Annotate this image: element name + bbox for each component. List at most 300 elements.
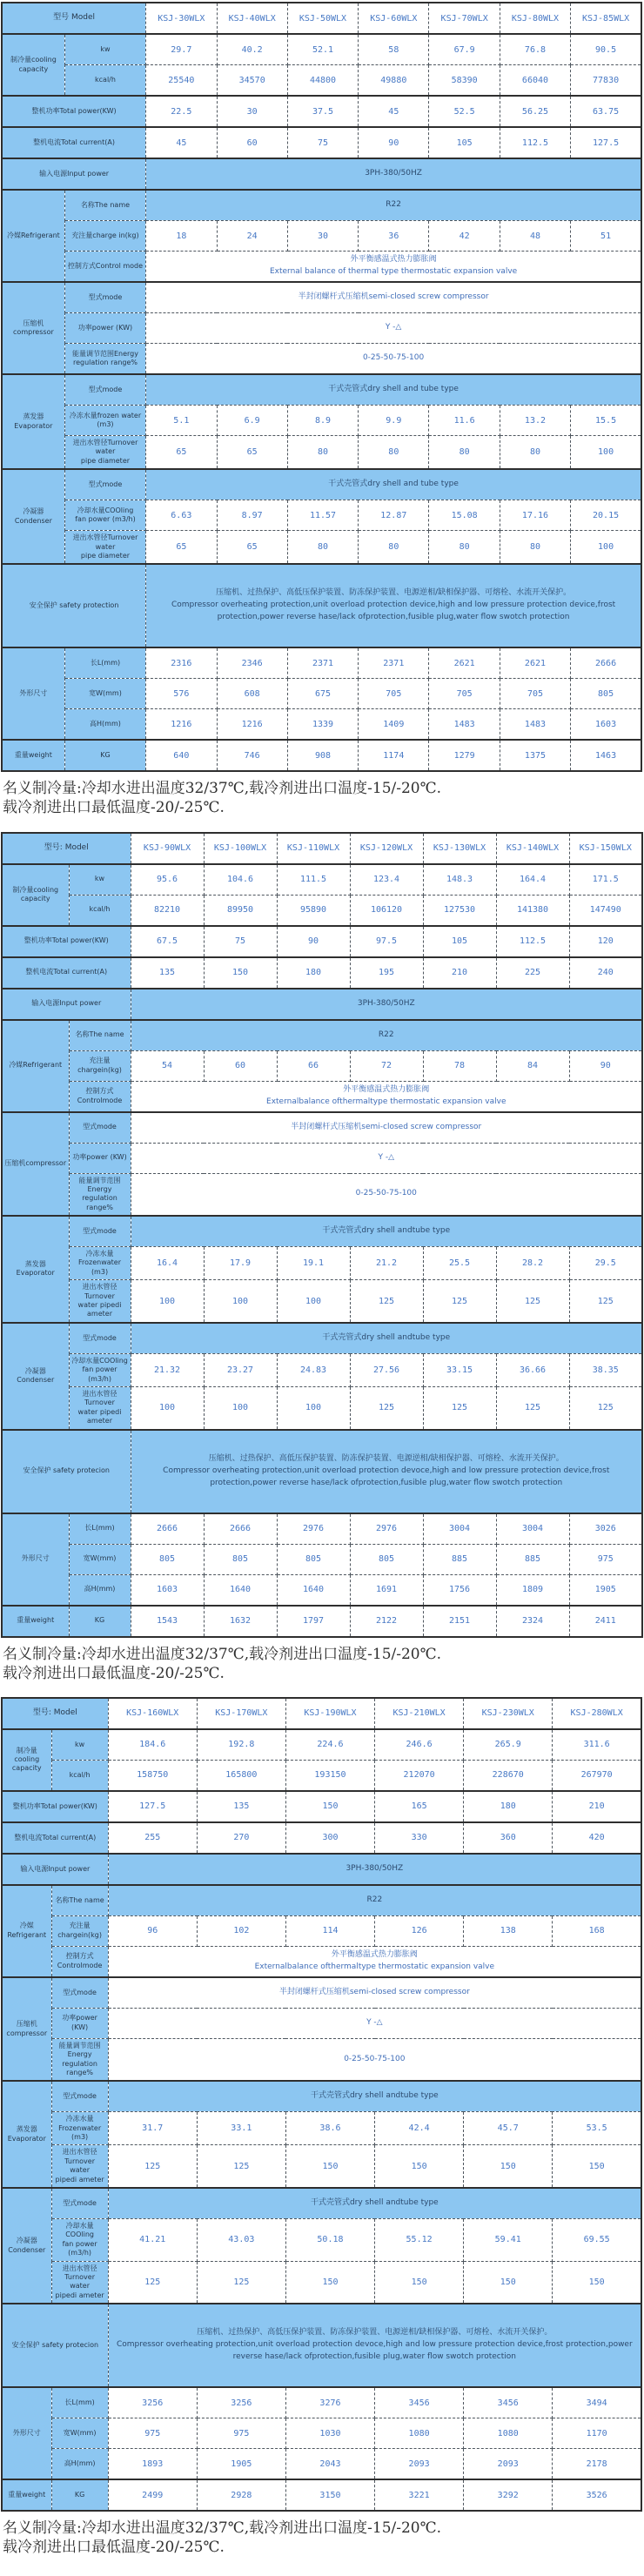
- value-cell: 3256: [197, 2387, 285, 2418]
- value-cell: 1632: [204, 1606, 277, 1637]
- merged-value-cell: 3PH-380/50HZ: [146, 158, 641, 190]
- merged-value-cell: 3PH-380/50HZ: [108, 1854, 641, 1885]
- value-cell: 65: [146, 531, 217, 565]
- value-cell: 95890: [277, 895, 350, 926]
- value-cell: 1030: [285, 2418, 374, 2449]
- value-cell: 1375: [500, 740, 570, 771]
- row-group-label-cell: 冷凝器 Condenser: [2, 1323, 69, 1430]
- row-label-cell: 冷冻水量frozen water (m3): [64, 406, 145, 436]
- value-cell: 885: [423, 1544, 496, 1574]
- value-cell: 148.3: [423, 864, 496, 896]
- row-label-cell: 型式mode: [51, 2188, 108, 2219]
- value-cell: 975: [569, 1544, 642, 1574]
- value-cell: 24: [217, 221, 287, 252]
- value-cell: 135: [131, 957, 204, 989]
- value-cell: 6.63: [146, 500, 217, 531]
- value-cell: 104.6: [204, 864, 277, 896]
- value-cell: 120: [569, 926, 642, 957]
- model-label-cell: 型号: Model: [2, 833, 131, 864]
- value-cell: 224.6: [285, 1729, 374, 1761]
- value-cell: 18: [146, 221, 217, 252]
- value-cell: 212070: [375, 1760, 464, 1791]
- value-cell: 265.9: [464, 1729, 553, 1761]
- row-label-cell: 进出水管径 Turnover water pipedi ameter: [51, 2145, 108, 2188]
- value-cell: 127.5: [571, 127, 641, 158]
- row-label-cell: 宽W(mm): [51, 2418, 108, 2449]
- row-label-cell: 安全保护 safety protecion: [2, 1430, 131, 1513]
- row-label-cell: 输入电源Input power: [2, 158, 146, 190]
- merged-value-cell: 干式壳管式dry shell andtube type: [108, 2188, 641, 2219]
- value-cell: 100: [571, 531, 641, 565]
- value-cell: 805: [131, 1544, 204, 1574]
- value-cell: 158750: [108, 1760, 197, 1791]
- merged-value-cell: 压缩机、过热保护、高低压保护装置、防冻保护装置、电源逆相/缺相保护器、可熔栓、水流开关保护。 Compressor overheating protection,unit overload protection devoce,high and low pressure protection device,frost protection,power reverse hase/lack ofprotection,fusible plug,water flow swotch protection: [131, 1430, 642, 1513]
- value-cell: 225: [496, 957, 569, 989]
- row-label-cell: KG: [69, 1606, 131, 1637]
- row-label-cell: 型式mode: [64, 282, 145, 313]
- value-cell: 105: [423, 926, 496, 957]
- value-cell: 67.5: [131, 926, 204, 957]
- value-cell: 123.4: [350, 864, 423, 896]
- row-group-label-cell: 冷凝器 Condenser: [2, 469, 64, 564]
- value-cell: 23.27: [204, 1353, 277, 1386]
- value-cell: 1409: [359, 709, 429, 741]
- value-cell: 805: [350, 1544, 423, 1574]
- merged-value-cell: 半封闭螺杆式压缩机semi-closed screw compressor: [146, 282, 641, 313]
- value-cell: 80: [359, 436, 429, 470]
- value-cell: 36.66: [496, 1353, 569, 1386]
- row-label-cell: 能量调节范围 Energy regulation range%: [69, 1173, 131, 1216]
- row-group-label-cell: 压缩机 compressor: [2, 1977, 51, 2082]
- value-cell: 53.5: [553, 2112, 641, 2145]
- table-section-1: [1, 2, 643, 772]
- value-cell: 2621: [500, 647, 570, 679]
- value-cell: 908: [287, 740, 358, 771]
- row-label-cell: 整机电流Total current(A): [2, 957, 131, 989]
- value-cell: 1756: [423, 1574, 496, 1606]
- row-group-label-cell: 蒸发器 Evaporator: [2, 2081, 51, 2188]
- row-label-cell: 冷冻水量 Frozenwater (m3): [51, 2112, 108, 2145]
- model-name-cell: KSJ-170WLX: [197, 1698, 285, 1729]
- value-cell: 33.15: [423, 1353, 496, 1386]
- value-cell: 11.6: [429, 406, 500, 436]
- value-cell: 1640: [277, 1574, 350, 1606]
- row-label-cell: 型式mode: [69, 1323, 131, 1354]
- row-label-cell: 型式mode: [64, 374, 145, 406]
- footnote-line: 名义制冷量:冷却水进出温度32/37℃,载冷剂进出口温度-15/-20℃.: [3, 2519, 442, 2538]
- merged-value-cell: 干式壳管式dry shell and tube type: [146, 374, 641, 406]
- value-cell: 150: [375, 2145, 464, 2188]
- value-cell: 52.5: [429, 96, 500, 127]
- value-cell: 36: [359, 221, 429, 252]
- value-cell: 30: [217, 96, 287, 127]
- value-cell: 746: [217, 740, 287, 771]
- value-cell: 112.5: [496, 926, 569, 957]
- value-cell: 125: [108, 2261, 197, 2304]
- value-cell: 25540: [146, 65, 217, 97]
- model-name-cell: KSJ-80WLX: [500, 3, 570, 34]
- footnote-2: [3, 1645, 641, 1683]
- row-label-cell: 安全保护 safety protection: [2, 564, 146, 647]
- value-cell: 52.1: [287, 34, 358, 65]
- merged-value-cell: 3PH-380/50HZ: [131, 989, 642, 1020]
- value-cell: 100: [277, 1280, 350, 1323]
- value-cell: 80: [287, 436, 358, 470]
- row-label-cell: 名称The name: [69, 1020, 131, 1051]
- row-label-cell: 充注量chargein(kg): [69, 1050, 131, 1081]
- value-cell: 2976: [350, 1513, 423, 1545]
- value-cell: 360: [464, 1822, 553, 1854]
- row-label-cell: 型式mode: [51, 1977, 108, 2009]
- row-label-cell: 功率power (KW): [69, 1143, 131, 1173]
- value-cell: 6.9: [217, 406, 287, 436]
- row-label-cell: kw: [51, 1729, 108, 1761]
- row-label-cell: 输入电源Input power: [2, 1854, 108, 1885]
- merged-value-cell: 半封闭螺杆式压缩机semi-closed screw compressor: [108, 1977, 641, 2009]
- row-label-cell: 名称The name: [64, 190, 145, 221]
- value-cell: 300: [285, 1822, 374, 1854]
- value-cell: 19.1: [277, 1247, 350, 1280]
- model-name-cell: KSJ-190WLX: [285, 1698, 374, 1729]
- value-cell: 1905: [569, 1574, 642, 1606]
- row-label-cell: 长L(mm): [69, 1513, 131, 1545]
- model-name-cell: KSJ-230WLX: [464, 1698, 553, 1729]
- row-label-cell: KG: [51, 2479, 108, 2511]
- row-label-cell: 控制方式Control mode: [64, 252, 145, 283]
- value-cell: 29.7: [146, 34, 217, 65]
- value-cell: 180: [464, 1791, 553, 1822]
- value-cell: 2151: [423, 1606, 496, 1637]
- value-cell: 76.8: [500, 34, 570, 65]
- value-cell: 37.5: [287, 96, 358, 127]
- value-cell: 141380: [496, 895, 569, 926]
- value-cell: 2666: [131, 1513, 204, 1545]
- row-label-cell: 进出水管径Turnover water pipe diameter: [64, 436, 145, 470]
- value-cell: 100: [204, 1387, 277, 1430]
- row-group-label-cell: 外形尺寸: [2, 647, 64, 740]
- value-cell: 171.5: [569, 864, 642, 896]
- value-cell: 65: [217, 531, 287, 565]
- value-cell: 100: [131, 1280, 204, 1323]
- value-cell: 1279: [429, 740, 500, 771]
- value-cell: 75: [287, 127, 358, 158]
- value-cell: 17.9: [204, 1247, 277, 1280]
- merged-value-cell: R22: [131, 1020, 642, 1051]
- row-group-label-cell: 冷凝器 Condenser: [2, 2188, 51, 2304]
- value-cell: 90: [569, 1050, 642, 1081]
- value-cell: 80: [429, 436, 500, 470]
- merged-value-cell: 外平衡感温式热力膨胀阀 Externalbalance ofthermaltype thermostatic expansion valve: [108, 1946, 641, 1977]
- merged-value-cell: 0-25-50-75-100: [146, 344, 641, 375]
- value-cell: 640: [146, 740, 217, 771]
- row-group-label-cell: 制冷量 cooling capacity: [2, 1729, 51, 1791]
- value-cell: 228670: [464, 1760, 553, 1791]
- value-cell: 5.1: [146, 406, 217, 436]
- row-label-cell: kw: [64, 34, 145, 65]
- value-cell: 50.18: [285, 2219, 374, 2262]
- row-label-cell: 高H(mm): [51, 2449, 108, 2480]
- merged-value-cell: 干式壳管式dry shell andtube type: [131, 1216, 642, 1247]
- value-cell: 2122: [350, 1606, 423, 1637]
- row-label-cell: kw: [69, 864, 131, 896]
- footnote-3: [3, 2519, 641, 2557]
- model-label-cell: 型号: Model: [2, 1698, 108, 1729]
- row-label-cell: 型式mode: [69, 1112, 131, 1144]
- footnote-1: [3, 779, 641, 817]
- value-cell: 165800: [197, 1760, 285, 1791]
- value-cell: 42: [429, 221, 500, 252]
- value-cell: 1603: [131, 1574, 204, 1606]
- model-name-cell: KSJ-30WLX: [146, 3, 217, 34]
- value-cell: 3456: [464, 2387, 553, 2418]
- row-label-cell: 控制方式Controlmode: [69, 1081, 131, 1112]
- value-cell: 112.5: [500, 127, 570, 158]
- value-cell: 8.97: [217, 500, 287, 531]
- value-cell: 311.6: [553, 1729, 641, 1761]
- value-cell: 1216: [217, 709, 287, 741]
- value-cell: 975: [108, 2418, 197, 2449]
- value-cell: 2976: [277, 1513, 350, 1545]
- model-name-cell: KSJ-85WLX: [571, 3, 641, 34]
- row-label-cell: 能量调节范围 Energy regulation range%: [51, 2038, 108, 2081]
- value-cell: 125: [423, 1280, 496, 1323]
- model-label-cell: 型号 Model: [2, 3, 146, 34]
- value-cell: 56.25: [500, 96, 570, 127]
- value-cell: 90: [277, 926, 350, 957]
- value-cell: 3494: [553, 2387, 641, 2418]
- model-name-cell: KSJ-160WLX: [108, 1698, 197, 1729]
- value-cell: 3256: [108, 2387, 197, 2418]
- value-cell: 150: [285, 2145, 374, 2188]
- row-label-cell: 进出水管径 Turnover water pipedi ameter: [51, 2261, 108, 2304]
- model-name-cell: KSJ-110WLX: [277, 833, 350, 864]
- value-cell: 147490: [569, 895, 642, 926]
- table-section-3: [1, 1697, 643, 2512]
- row-label-cell: 整机功率Total power(KW): [2, 926, 131, 957]
- footnote-line: 名义制冷量:冷却水进出温度32/37℃,载冷剂进出口温度-15/-20℃.: [3, 780, 442, 798]
- row-label-cell: 功率power (KW): [64, 313, 145, 344]
- value-cell: 270: [197, 1822, 285, 1854]
- model-name-cell: KSJ-100WLX: [204, 833, 277, 864]
- row-label-cell: 安全保护 safety protecion: [2, 2304, 108, 2387]
- value-cell: 125: [108, 2145, 197, 2188]
- model-name-cell: KSJ-210WLX: [375, 1698, 464, 1729]
- value-cell: 1080: [375, 2418, 464, 2449]
- value-cell: 330: [375, 1822, 464, 1854]
- value-cell: 210: [553, 1791, 641, 1822]
- value-cell: 125: [496, 1387, 569, 1430]
- merged-value-cell: 0-25-50-75-100: [131, 1173, 642, 1216]
- value-cell: 675: [287, 679, 358, 709]
- row-label-cell: 高H(mm): [69, 1574, 131, 1606]
- row-group-label-cell: 压缩机compressor: [2, 1112, 69, 1217]
- value-cell: 89950: [204, 895, 277, 926]
- merged-value-cell: R22: [146, 190, 641, 221]
- row-label-cell: 宽W(mm): [69, 1544, 131, 1574]
- value-cell: 1080: [464, 2418, 553, 2449]
- value-cell: 38.6: [285, 2112, 374, 2145]
- row-label-cell: 充注量charge in(kg): [64, 221, 145, 252]
- value-cell: 193150: [285, 1760, 374, 1791]
- value-cell: 90: [359, 127, 429, 158]
- model-name-cell: KSJ-40WLX: [217, 3, 287, 34]
- value-cell: 2666: [204, 1513, 277, 1545]
- value-cell: 150: [285, 2261, 374, 2304]
- model-name-cell: KSJ-90WLX: [131, 833, 204, 864]
- row-label-cell: 整机功率Total power(KW): [2, 1791, 108, 1822]
- row-group-label-cell: 重量weight: [2, 2479, 51, 2511]
- value-cell: 106120: [350, 895, 423, 926]
- value-cell: 72: [350, 1050, 423, 1081]
- value-cell: 192.8: [197, 1729, 285, 1761]
- merged-value-cell: Y -△: [108, 2008, 641, 2038]
- value-cell: 21.2: [350, 1247, 423, 1280]
- merged-value-cell: 干式壳管式dry shell and tube type: [146, 469, 641, 500]
- value-cell: 31.7: [108, 2112, 197, 2145]
- value-cell: 34570: [217, 65, 287, 97]
- row-label-cell: kcal/h: [69, 895, 131, 926]
- value-cell: 51: [571, 221, 641, 252]
- row-label-cell: 整机电流Total current(A): [2, 1822, 108, 1854]
- value-cell: 58390: [429, 65, 500, 97]
- value-cell: 1483: [500, 709, 570, 741]
- value-cell: 27.56: [350, 1353, 423, 1386]
- value-cell: 2371: [359, 647, 429, 679]
- value-cell: 2499: [108, 2479, 197, 2511]
- row-label-cell: 充注量 chargein(kg): [51, 1915, 108, 1946]
- value-cell: 608: [217, 679, 287, 709]
- row-label-cell: 冷却水量COOling fan power (m3/h): [69, 1353, 131, 1386]
- value-cell: 150: [464, 2261, 553, 2304]
- value-cell: 2316: [146, 647, 217, 679]
- value-cell: 1603: [571, 709, 641, 741]
- merged-value-cell: 外平衡感温式热力膨胀阀 Externalbalance ofthermaltype thermostatic expansion valve: [131, 1081, 642, 1112]
- value-cell: 125: [496, 1280, 569, 1323]
- row-group-label-cell: 冷媒Refrigerant: [2, 1020, 69, 1112]
- value-cell: 3221: [375, 2479, 464, 2511]
- value-cell: 80: [429, 531, 500, 565]
- value-cell: 2621: [429, 647, 500, 679]
- model-name-cell: KSJ-140WLX: [496, 833, 569, 864]
- value-cell: 1691: [350, 1574, 423, 1606]
- model-name-cell: KSJ-130WLX: [423, 833, 496, 864]
- value-cell: 127530: [423, 895, 496, 926]
- row-label-cell: 高H(mm): [64, 709, 145, 741]
- value-cell: 80: [287, 531, 358, 565]
- value-cell: 15.08: [429, 500, 500, 531]
- value-cell: 41.21: [108, 2219, 197, 2262]
- merged-value-cell: 外平衡感温式热力膨胀阀 External balance of thermal type thermostatic expansion valve: [146, 252, 641, 283]
- spec-table-1: [1, 2, 642, 772]
- value-cell: 2666: [571, 647, 641, 679]
- row-label-cell: 型式mode: [69, 1216, 131, 1247]
- value-cell: 17.16: [500, 500, 570, 531]
- row-label-cell: kcal/h: [51, 1760, 108, 1791]
- value-cell: 125: [350, 1387, 423, 1430]
- value-cell: 705: [359, 679, 429, 709]
- row-group-label-cell: 外形尺寸: [2, 2387, 51, 2479]
- value-cell: 165: [375, 1791, 464, 1822]
- value-cell: 150: [204, 957, 277, 989]
- value-cell: 184.6: [108, 1729, 197, 1761]
- value-cell: 24.83: [277, 1353, 350, 1386]
- value-cell: 125: [350, 1280, 423, 1323]
- value-cell: 69.55: [553, 2219, 641, 2262]
- value-cell: 28.2: [496, 1247, 569, 1280]
- value-cell: 45: [146, 127, 217, 158]
- value-cell: 33.1: [197, 2112, 285, 2145]
- value-cell: 125: [197, 2261, 285, 2304]
- row-group-label-cell: 冷媒Refrigerant: [2, 190, 64, 282]
- value-cell: 150: [553, 2261, 641, 2304]
- footnote-line: 载冷剂进出口最低温度-20/-25℃.: [3, 799, 225, 817]
- value-cell: 30: [287, 221, 358, 252]
- value-cell: 97.5: [350, 926, 423, 957]
- row-label-cell: 能量调节范围Energy regulation range%: [64, 344, 145, 375]
- value-cell: 2043: [285, 2449, 374, 2480]
- value-cell: 16.4: [131, 1247, 204, 1280]
- value-cell: 96: [108, 1915, 197, 1946]
- value-cell: 100: [571, 436, 641, 470]
- value-cell: 22.5: [146, 96, 217, 127]
- model-name-cell: KSJ-50WLX: [287, 3, 358, 34]
- row-group-label-cell: 制冷量cooling capacity: [2, 34, 64, 96]
- value-cell: 246.6: [375, 1729, 464, 1761]
- value-cell: 105: [429, 127, 500, 158]
- merged-value-cell: 干式壳管式dry shell andtube type: [131, 1323, 642, 1354]
- model-name-cell: KSJ-120WLX: [350, 833, 423, 864]
- value-cell: 150: [285, 1791, 374, 1822]
- value-cell: 29.5: [569, 1247, 642, 1280]
- value-cell: 20.15: [571, 500, 641, 531]
- row-group-label-cell: 重量weight: [2, 1606, 69, 1637]
- value-cell: 77830: [571, 65, 641, 97]
- value-cell: 21.32: [131, 1353, 204, 1386]
- value-cell: 3026: [569, 1513, 642, 1545]
- value-cell: 975: [197, 2418, 285, 2449]
- row-group-label-cell: 制冷量cooling capacity: [2, 864, 69, 926]
- value-cell: 15.5: [571, 406, 641, 436]
- value-cell: 1543: [131, 1606, 204, 1637]
- value-cell: 255: [108, 1822, 197, 1854]
- value-cell: 1463: [571, 740, 641, 771]
- value-cell: 3526: [553, 2479, 641, 2511]
- value-cell: 2093: [464, 2449, 553, 2480]
- model-name-cell: KSJ-60WLX: [359, 3, 429, 34]
- value-cell: 60: [204, 1050, 277, 1081]
- row-label-cell: 长L(mm): [64, 647, 145, 679]
- row-label-cell: 宽W(mm): [64, 679, 145, 709]
- value-cell: 80: [359, 531, 429, 565]
- value-cell: 111.5: [277, 864, 350, 896]
- merged-value-cell: 0-25-50-75-100: [108, 2038, 641, 2081]
- value-cell: 102: [197, 1915, 285, 1946]
- value-cell: 65: [146, 436, 217, 470]
- value-cell: 38.35: [569, 1353, 642, 1386]
- value-cell: 150: [553, 2145, 641, 2188]
- value-cell: 75: [204, 926, 277, 957]
- value-cell: 44800: [287, 65, 358, 97]
- value-cell: 95.6: [131, 864, 204, 896]
- value-cell: 2411: [569, 1606, 642, 1637]
- value-cell: 1809: [496, 1574, 569, 1606]
- value-cell: 42.4: [375, 2112, 464, 2145]
- value-cell: 1170: [553, 2418, 641, 2449]
- footnote-line: 名义制冷量:冷却水进出温度32/37℃,载冷剂进出口温度-15/-20℃.: [3, 1645, 442, 1663]
- value-cell: 80: [500, 531, 570, 565]
- merged-value-cell: R22: [108, 1885, 641, 1916]
- value-cell: 1797: [277, 1606, 350, 1637]
